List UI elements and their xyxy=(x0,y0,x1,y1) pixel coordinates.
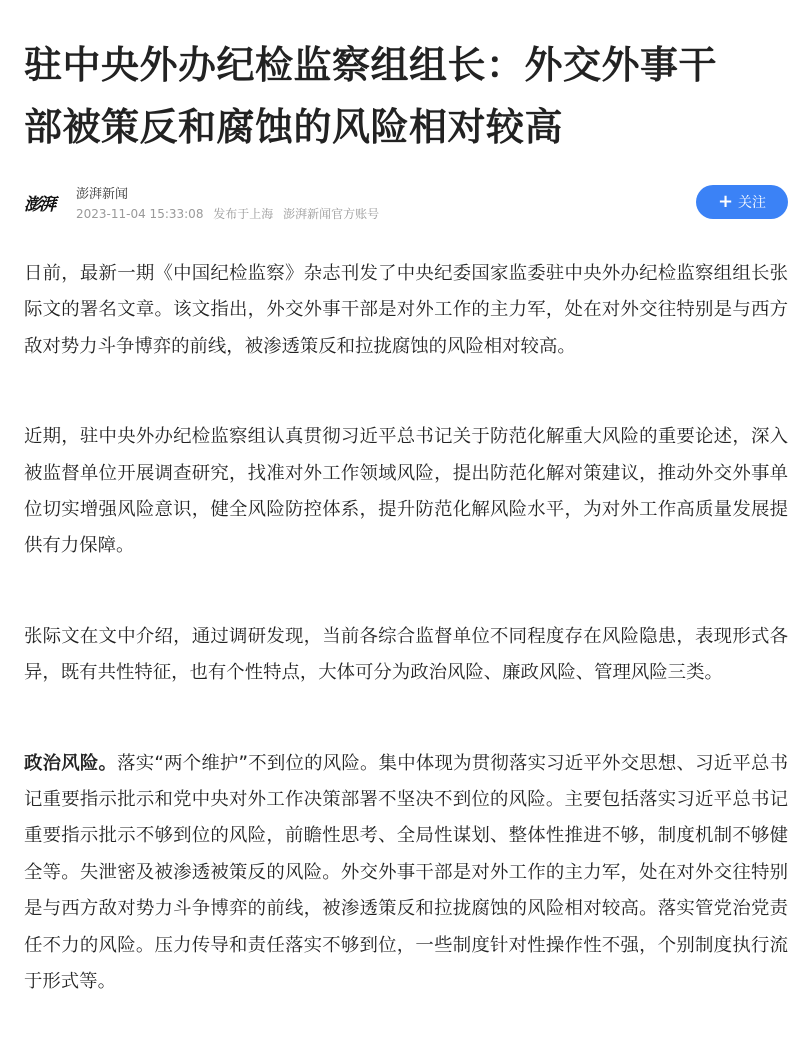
publish-timestamp: 2023-11-04 15:33:08 xyxy=(76,207,204,221)
plus-icon: + xyxy=(717,191,734,212)
article-body xyxy=(24,256,788,1055)
paragraph-text: 落实“两个维护”不到位的风险。集中体现为贯彻落实习近平外交思想、习近平总书记重要指示批示和党中央对外工作决策部署不坚决不到位的风险。主要包括落实习近平总书记重要指示批示不够到位的风险，前瞻性思考、全局性谋划、整体性推进不够，制度机制不够健全等。失泄密及被渗透被策反的风险。外交外事干部是对外工作的主力军，处在对外交往特别是与西方敌对势力斗争博弈的前线，被渗透策反和拉拢腐蚀的风险相对较高。落实管党治党责任不力的风险。压力传导和责任落实不够到位，一些制度针对性操作性不强，个别制度执行流于形式等。 xyxy=(24,752,788,993)
paragraph-heading: 政治风险。 xyxy=(24,752,118,774)
publish-info xyxy=(76,205,385,222)
paragraph: 张际文在文中介绍，通过调研发现，当前各综合监督单位不同程度存在风险隐患，表现形式各异，既有共性特征，也有个性特点，大体可分为政治风险、廉政风险、管理风险三类。 xyxy=(24,625,788,684)
follow-label: 关注 xyxy=(738,195,767,211)
source-name[interactable]: 澎湃新闻 xyxy=(76,187,129,202)
paragraph: 近期，驻中央外办纪检监察组认真贯彻习近平总书记关于防范化解重大风险的重要论述，深入被监督单位开展调查研究，找准对外工作领域风险，提出防范化解对策建议，推动外交外事单位切实增强风险意识，健全风险防控体系，提升防范化解风险水平，为对外工作高质量发展提供有力保障。 xyxy=(24,426,788,557)
paragraph: 日前，最新一期《中国纪检监察》杂志刊发了中央纪委国家监委驻中央外办纪检监察组组长张际文的署名文章。该文指出，外交外事干部是对外工作的主力军，处在对外交往特别是与西方敌对势力斗争博弈的前线，被渗透策反和拉拢腐蚀的风险相对较高。 xyxy=(24,263,788,357)
author-bar xyxy=(24,182,788,226)
article-title-line1: 驻中央外办纪检监察组组长：外交外事干 xyxy=(24,43,718,87)
account-type: 澎湃新闻官方账号 xyxy=(283,207,380,221)
follow-button[interactable] xyxy=(696,185,788,219)
publish-location: 发布于上海 xyxy=(213,207,274,221)
article-title-line2: 部被策反和腐蚀的风险相对较高 xyxy=(24,105,564,149)
source-logo[interactable]: 澎湃 xyxy=(24,195,54,215)
paragraph xyxy=(24,746,788,1001)
article-title xyxy=(24,0,787,158)
